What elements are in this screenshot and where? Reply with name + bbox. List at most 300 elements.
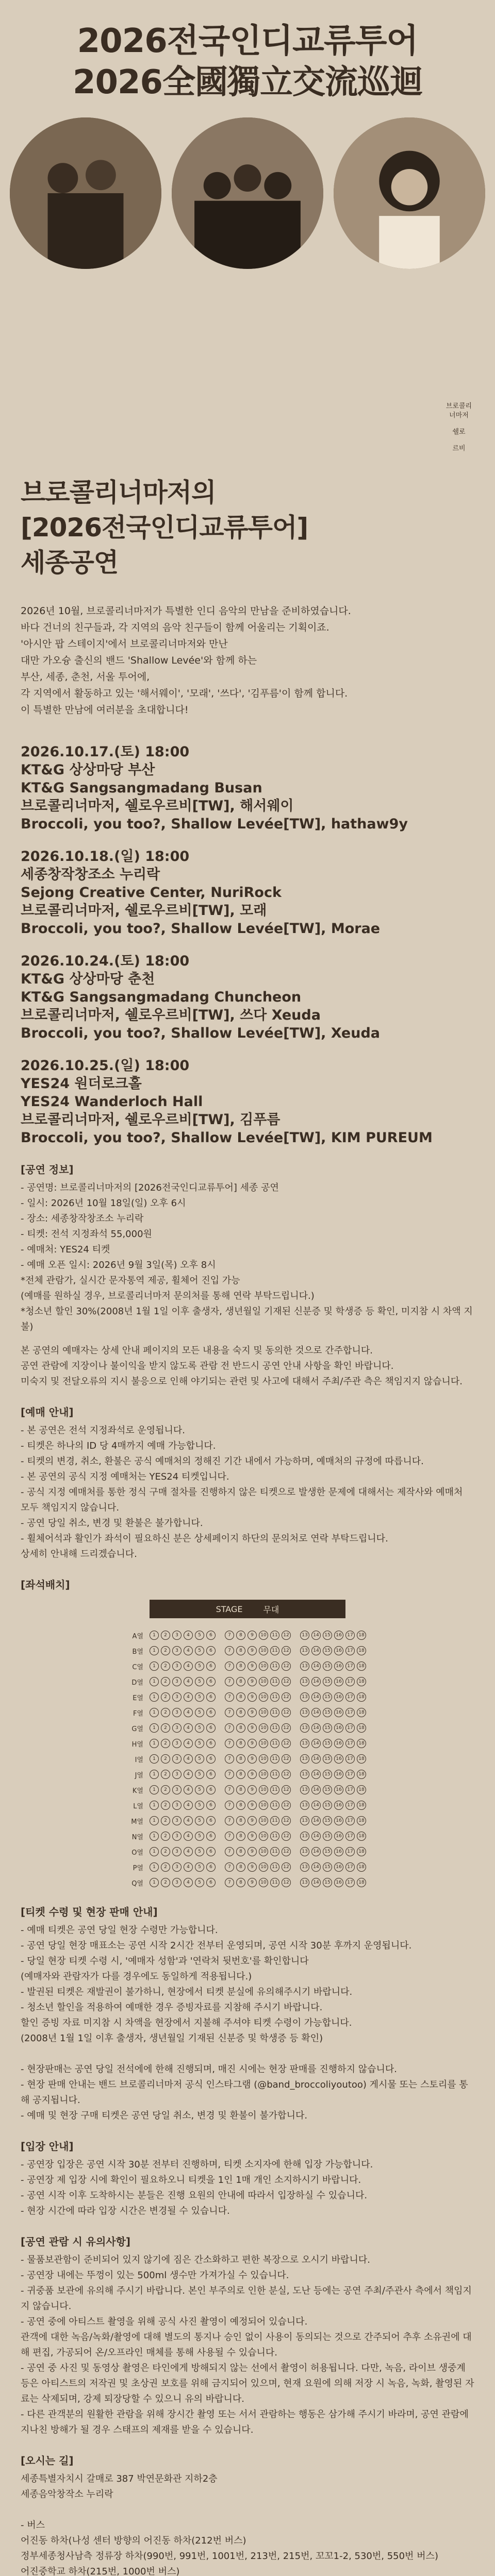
seat: 5	[195, 1770, 204, 1779]
seat: 15	[323, 1739, 332, 1748]
show-lineup: 브로콜리너마저, 쉘로우르비[TW], 김푸름	[21, 1112, 280, 1128]
seat: 1	[150, 1677, 159, 1686]
seat: 15	[323, 1832, 332, 1841]
seat: 11	[270, 1631, 279, 1640]
seat: 2	[161, 1739, 170, 1748]
seat: 18	[357, 1723, 366, 1733]
seat: 4	[184, 1801, 193, 1810]
seat-row	[41, 1783, 454, 1797]
seat: 2	[161, 1878, 170, 1887]
seat: 9	[248, 1692, 257, 1702]
seat: 7	[225, 1801, 234, 1810]
seat: 4	[184, 1646, 193, 1655]
seat-row	[41, 1629, 454, 1642]
seat: 15	[323, 1662, 332, 1671]
seat: 14	[311, 1631, 321, 1640]
seat: 16	[334, 1801, 343, 1810]
seat: 10	[259, 1631, 268, 1640]
reserve-line: 상세히 안내해 드리겠습니다.	[21, 1549, 137, 1560]
seat: 7	[225, 1832, 234, 1841]
seat: 6	[206, 1785, 216, 1794]
artist-photo-right	[334, 117, 485, 269]
seat: 10	[259, 1770, 268, 1779]
seat: 1	[150, 1801, 159, 1810]
artist-photo-left	[10, 117, 161, 269]
seat: 17	[345, 1832, 355, 1841]
seat-row	[41, 1737, 454, 1750]
seat: 2	[161, 1785, 170, 1794]
seat: 10	[259, 1847, 268, 1856]
seat: 13	[300, 1847, 309, 1856]
seat: 11	[270, 1878, 279, 1887]
seat: 16	[334, 1847, 343, 1856]
stage-sub: 무대	[263, 1604, 279, 1615]
show-lineup: 브로콜리너마저, 쉘로우르비[TW], 해서웨이	[21, 798, 294, 814]
seat-row	[41, 1644, 454, 1657]
seat: 9	[248, 1662, 257, 1671]
seat: 7	[225, 1662, 234, 1671]
seat: 7	[225, 1692, 234, 1702]
seat-row-label: H열	[131, 1740, 143, 1749]
seat: 15	[323, 1754, 332, 1764]
seat: 9	[248, 1785, 257, 1794]
reserve-line: - 공식 지정 예매처를 통한 정식 구매 절차를 진행하지 않은 티켓으로 발생한 문제에 대해서는 제작사와 예매처 모두 책임지지 않습니다.	[21, 1487, 463, 1513]
seat: 18	[357, 1847, 366, 1856]
seat-row-label: Q열	[131, 1879, 143, 1888]
schedule	[0, 743, 495, 1147]
seat: 18	[357, 1708, 366, 1717]
seat: 4	[184, 1816, 193, 1825]
seat: 7	[225, 1708, 234, 1717]
seat: 13	[300, 1692, 309, 1702]
info-line: - 티켓: 전석 지정좌석 55,000원	[21, 1229, 152, 1240]
seat: 14	[311, 1723, 321, 1733]
seat: 6	[206, 1662, 216, 1671]
seat: 12	[282, 1739, 291, 1748]
seat: 17	[345, 1692, 355, 1702]
reserve-line: - 휠체어석과 활인가 좌석이 필요하신 분은 상세페이지 하단의 문의처로 연락 부탁드립니다.	[21, 1533, 388, 1544]
seat: 18	[357, 1878, 366, 1887]
directions-line: - 버스	[21, 2520, 45, 2531]
seat: 1	[150, 1631, 159, 1640]
seat: 13	[300, 1708, 309, 1717]
seat: 18	[357, 1832, 366, 1841]
caution-line: - 다른 관객분의 원활한 관람을 위해 장시간 촬영 또는 서서 관람하는 행동은 삼가해 주시기 바라며, 공연 관람에 지나친 방해가 될 경우 스태프의 제재를 받을 수 있습니다.	[21, 2409, 469, 2435]
seat: 11	[270, 1662, 279, 1671]
seat: 10	[259, 1862, 268, 1872]
seat: 8	[236, 1677, 245, 1686]
seat: 14	[311, 1785, 321, 1794]
seat: 8	[236, 1770, 245, 1779]
seat: 1	[150, 1770, 159, 1779]
seat: 6	[206, 1754, 216, 1764]
seat: 16	[334, 1631, 343, 1640]
seat: 6	[206, 1847, 216, 1856]
seat: 6	[206, 1708, 216, 1717]
ticket-line: - 당일 현장 티켓 수령 시, '예매자 성함'과 '연락처 뒷번호'를 확인합니다	[21, 1956, 309, 1967]
seat: 2	[161, 1847, 170, 1856]
seat: 10	[259, 1801, 268, 1810]
show-lineup-en: Broccoli, you too?, Shallow Levée[TW], Xeuda	[21, 1025, 381, 1041]
seat: 17	[345, 1878, 355, 1887]
seat: 16	[334, 1785, 343, 1794]
seat: 3	[172, 1816, 182, 1825]
seat: 1	[150, 1662, 159, 1671]
seat: 13	[300, 1770, 309, 1779]
seat-row-label: E열	[133, 1694, 143, 1702]
seat: 3	[172, 1646, 182, 1655]
seat: 9	[248, 1677, 257, 1686]
seat: 2	[161, 1816, 170, 1825]
seat: 16	[334, 1832, 343, 1841]
seat: 9	[248, 1708, 257, 1717]
seat: 10	[259, 1754, 268, 1764]
ticket-heading: [티켓 수령 및 현장 판매 안내]	[21, 1906, 158, 1918]
seat: 17	[345, 1723, 355, 1733]
seat: 16	[334, 1739, 343, 1748]
seat: 16	[334, 1723, 343, 1733]
seat: 12	[282, 1723, 291, 1733]
directions-line: 어진동 하차(나성 센터 방향의 어진동 하차(212번 버스)	[21, 2535, 246, 2546]
seat: 9	[248, 1754, 257, 1764]
seat: 5	[195, 1723, 204, 1733]
seat: 7	[225, 1847, 234, 1856]
seat: 8	[236, 1692, 245, 1702]
info-list	[21, 1180, 474, 1335]
seat-map	[41, 1600, 454, 1889]
seat: 11	[270, 1801, 279, 1810]
show-lineup: 브로콜리너마저, 쉘로우르비[TW], 쓰다 Xeuda	[21, 1007, 321, 1023]
intro-line: 대만 가오슝 출신의 밴드 'Shallow Levée'와 함께 하는	[21, 655, 257, 666]
seat: 11	[270, 1816, 279, 1825]
seat: 16	[334, 1862, 343, 1872]
seat: 11	[270, 1785, 279, 1794]
seat: 17	[345, 1677, 355, 1686]
seat: 13	[300, 1862, 309, 1872]
seat: 6	[206, 1739, 216, 1748]
seat: 10	[259, 1739, 268, 1748]
seat: 4	[184, 1662, 193, 1671]
seat: 8	[236, 1708, 245, 1717]
ticket-line: 할인 증빙 자료 미지참 시 차액을 현장에서 지불해 주셔야 티켓 수령이 가능합니다.	[21, 2018, 352, 2028]
seat: 12	[282, 1692, 291, 1702]
seat: 8	[236, 1662, 245, 1671]
seat-row-label: O열	[131, 1849, 143, 1857]
seat: 17	[345, 1662, 355, 1671]
seat: 17	[345, 1801, 355, 1810]
seat: 2	[161, 1862, 170, 1872]
seat: 17	[345, 1816, 355, 1825]
seat: 5	[195, 1646, 204, 1655]
seat: 3	[172, 1662, 182, 1671]
seat: 2	[161, 1708, 170, 1717]
show-busan	[21, 743, 474, 833]
seat-rows	[41, 1629, 454, 1889]
seat: 6	[206, 1878, 216, 1887]
seat: 18	[357, 1646, 366, 1655]
seat: 7	[225, 1677, 234, 1686]
seat: 12	[282, 1677, 291, 1686]
hero-title-line1: 2026전국인디교류투어	[77, 22, 418, 60]
seat: 17	[345, 1739, 355, 1748]
seat: 7	[225, 1785, 234, 1794]
seat-row	[41, 1690, 454, 1704]
seat: 3	[172, 1832, 182, 1841]
seat: 4	[184, 1754, 193, 1764]
seat-row	[41, 1752, 454, 1766]
reserve-line: - 공연 당일 취소, 변경 및 환불은 불가합니다.	[21, 1518, 203, 1529]
seat: 2	[161, 1646, 170, 1655]
seat: 14	[311, 1878, 321, 1887]
seat: 11	[270, 1832, 279, 1841]
seat: 13	[300, 1723, 309, 1733]
seat: 12	[282, 1754, 291, 1764]
seat: 3	[172, 1785, 182, 1794]
seat: 10	[259, 1878, 268, 1887]
info-line: - 예매처: YES24 티켓	[21, 1244, 110, 1255]
seat-row	[41, 1814, 454, 1827]
seat: 9	[248, 1770, 257, 1779]
seat: 7	[225, 1739, 234, 1748]
seat: 1	[150, 1785, 159, 1794]
seat: 18	[357, 1677, 366, 1686]
seat: 1	[150, 1862, 159, 1872]
seat: 8	[236, 1847, 245, 1856]
caution-line: - 공연 중 사진 및 동영상 촬영은 타인에게 방해되지 않는 선에서 촬영이 허용됩니다. 다만, 녹음, 라이브 생중계 등은 아티스트의 저작권 및 초상권 보호를 위해 금지되어 있으며, 현재 요원에 의해 저장 시 녹음, 녹화, 촬영된 자료는 삭제되며, 강제 퇴장당할 수 있으니 유의 바랍니다.	[21, 2363, 474, 2404]
seat: 2	[161, 1801, 170, 1810]
seat: 3	[172, 1708, 182, 1717]
seat: 6	[206, 1631, 216, 1640]
seat: 4	[184, 1832, 193, 1841]
seat: 10	[259, 1785, 268, 1794]
caution-line: - 귀중품 보관에 유의해 주시기 바랍니다. 본인 부주의로 인한 분실, 도난 등에는 공연 주최/주관사 측에서 책임지지 않습니다.	[21, 2285, 472, 2312]
seat: 18	[357, 1816, 366, 1825]
seat: 16	[334, 1677, 343, 1686]
seat: 16	[334, 1816, 343, 1825]
seat: 12	[282, 1832, 291, 1841]
directions-line	[21, 2502, 474, 2518]
seat: 12	[282, 1785, 291, 1794]
show-date: 2026.10.17.(토) 18:00	[21, 744, 190, 760]
seat: 5	[195, 1677, 204, 1686]
seat: 7	[225, 1862, 234, 1872]
seat-row	[41, 1721, 454, 1735]
seat: 15	[323, 1785, 332, 1794]
seat: 9	[248, 1878, 257, 1887]
seat: 18	[357, 1862, 366, 1872]
seat: 11	[270, 1862, 279, 1872]
show-venue-en: KT&G Sangsangmadang Chuncheon	[21, 989, 302, 1005]
seat: 1	[150, 1739, 159, 1748]
seat: 14	[311, 1847, 321, 1856]
seat: 8	[236, 1801, 245, 1810]
reserve-line: - 본 공연의 공식 지정 예매처는 YES24 티켓입니다.	[21, 1471, 229, 1482]
seat: 9	[248, 1862, 257, 1872]
seat: 17	[345, 1785, 355, 1794]
seat: 10	[259, 1692, 268, 1702]
seat: 11	[270, 1847, 279, 1856]
artist-photos	[0, 117, 495, 269]
seat: 11	[270, 1677, 279, 1686]
info-line: - 장소: 세종창작창조소 누리락	[21, 1213, 144, 1224]
title-line2: [2026전국인디교류투어]	[21, 513, 308, 543]
info-line: *전체 관람가, 실시간 문자통역 제공, 휠체어 진입 가능	[21, 1275, 240, 1286]
seat: 15	[323, 1692, 332, 1702]
seat: 3	[172, 1754, 182, 1764]
seat: 15	[323, 1862, 332, 1872]
artist-photo-center	[172, 117, 323, 269]
seat: 5	[195, 1631, 204, 1640]
seat: 4	[184, 1723, 193, 1733]
seat: 7	[225, 1878, 234, 1887]
entry-line: - 공연장 제 입장 시에 확인이 필요하오니 티켓을 1인 1매 개인 소지하시기 바랍니다.	[21, 2175, 361, 2185]
notice-line: 공연 관람에 지장이나 불이익을 받지 않도록 관람 전 반드시 공연 안내 사항을 확인 바랍니다.	[21, 1361, 394, 1371]
seat: 12	[282, 1708, 291, 1717]
seat: 9	[248, 1847, 257, 1856]
seat-row	[41, 1675, 454, 1688]
seat: 12	[282, 1801, 291, 1810]
seat: 14	[311, 1662, 321, 1671]
seat: 9	[248, 1816, 257, 1825]
directions-line: 세종특별자치시 갈매로 387 박연문화관 지하2층	[21, 2473, 218, 2484]
seat: 17	[345, 1770, 355, 1779]
seat: 4	[184, 1878, 193, 1887]
seat: 1	[150, 1816, 159, 1825]
info-line: (예매를 원하실 경우, 브로콜리너마저 문의처를 통해 연락 부탁드립니다.)	[21, 1291, 315, 1301]
seat: 3	[172, 1631, 182, 1640]
ticket-line: (예매자와 관람자가 다를 경우에도 동일하게 적용됩니다.)	[21, 1971, 252, 1982]
seat-row	[41, 1799, 454, 1812]
seat: 9	[248, 1631, 257, 1640]
show-lineup-en: Broccoli, you too?, Shallow Levée[TW], Morae	[21, 921, 381, 937]
seat: 11	[270, 1770, 279, 1779]
side-credit-1: 브로콜리너마저	[446, 402, 472, 419]
seat: 17	[345, 1631, 355, 1640]
seat: 2	[161, 1832, 170, 1841]
seat: 2	[161, 1754, 170, 1764]
seat: 14	[311, 1754, 321, 1764]
show-venue: YES24 원더로크홀	[21, 1076, 142, 1092]
seat: 12	[282, 1862, 291, 1872]
seat: 15	[323, 1801, 332, 1810]
seat: 3	[172, 1723, 182, 1733]
intro-line: 각 지역에서 활동하고 있는 '해서웨이', '모래', '쓰다', '김푸름'이 함께 합니다.	[21, 688, 348, 699]
seat-row-label: C열	[132, 1663, 143, 1671]
seat: 4	[184, 1708, 193, 1717]
show-venue: 세종창작창조소 누리락	[21, 867, 160, 883]
seat: 8	[236, 1631, 245, 1640]
notice-list	[21, 1343, 474, 1389]
seat: 4	[184, 1862, 193, 1872]
seat: 14	[311, 1862, 321, 1872]
seat: 10	[259, 1677, 268, 1686]
seat: 9	[248, 1723, 257, 1733]
show-lineup: 브로콜리너마저, 쉘로우르비[TW], 모래	[21, 903, 267, 919]
stage	[150, 1600, 345, 1618]
caution-list	[21, 2252, 474, 2438]
seat: 8	[236, 1785, 245, 1794]
seat: 1	[150, 1847, 159, 1856]
title-line3: 세종공연	[21, 548, 119, 578]
seat-row-label: L열	[133, 1802, 143, 1810]
ticket-line	[21, 2046, 474, 2062]
seat: 5	[195, 1739, 204, 1748]
seat: 2	[161, 1770, 170, 1779]
seat: 13	[300, 1816, 309, 1825]
show-date: 2026.10.25.(일) 18:00	[21, 1058, 190, 1074]
seat: 12	[282, 1631, 291, 1640]
seat: 11	[270, 1692, 279, 1702]
seat: 6	[206, 1723, 216, 1733]
seat-row-label: I열	[135, 1756, 143, 1764]
show-venue-en: Sejong Creative Center, NuriRock	[21, 885, 282, 901]
reserve-list	[21, 1423, 474, 1562]
seat: 5	[195, 1862, 204, 1872]
show-sejong	[21, 848, 474, 938]
show-venue-en: KT&G Sangsangmadang Busan	[21, 780, 262, 796]
seat: 14	[311, 1708, 321, 1717]
seat: 9	[248, 1739, 257, 1748]
seat: 6	[206, 1816, 216, 1825]
show-venue-en: YES24 Wanderloch Hall	[21, 1094, 203, 1110]
caution-line: - 공연 중에 아티스트 촬영을 위해 공식 사진 촬영이 예정되어 있습니다.	[21, 2316, 308, 2327]
seat: 6	[206, 1646, 216, 1655]
seat: 5	[195, 1832, 204, 1841]
ticket-line: - 예매 티켓은 공연 당일 현장 수령만 가능합니다.	[21, 1925, 218, 1936]
seat: 12	[282, 1878, 291, 1887]
show-chuncheon	[21, 952, 474, 1042]
title-line1: 브로콜리너마저의	[21, 478, 216, 507]
ticket-line: - 현장 판매 안내는 밴드 브로콜리너마저 공식 인스타그램 (@band_broccoliyoutoo) 게시물 또는 스토리를 통해 공지됩니다.	[21, 2079, 468, 2106]
seat: 2	[161, 1723, 170, 1733]
seat: 14	[311, 1692, 321, 1702]
seat: 2	[161, 1631, 170, 1640]
ticket-line: (2008년 1월 1일 이후 출생자, 생년월일 기재된 신분증 및 학생증 등 확인)	[21, 2033, 323, 2044]
seat-row-label: D열	[131, 1679, 143, 1687]
seat-row-label: F열	[133, 1709, 143, 1718]
seat: 13	[300, 1662, 309, 1671]
seat-row-label: M열	[131, 1818, 143, 1826]
intro-line: 부산, 세종, 춘천, 서울 투어에,	[21, 671, 150, 683]
seat: 12	[282, 1770, 291, 1779]
seat: 15	[323, 1723, 332, 1733]
seat: 17	[345, 1862, 355, 1872]
ticket-line: - 발권된 티켓은 재발권이 불가하니, 현장에서 티켓 분실에 유의해주시기 바랍니다.	[21, 1987, 353, 1997]
caution-line: 관객에 대한 녹음/녹화/촬영에 대해 별도의 통지나 승인 없이 사용이 동의되는 것으로 간주되어 추후 소유권에 대해 편집, 가공되어 온/오프라인 매체를 통해 사용될 수 있습니다.	[21, 2332, 472, 2358]
seat-row-label: J열	[135, 1771, 143, 1780]
seat: 16	[334, 1770, 343, 1779]
info-section	[0, 1161, 495, 2576]
seat: 10	[259, 1816, 268, 1825]
seat: 5	[195, 1754, 204, 1764]
seat: 14	[311, 1801, 321, 1810]
seat: 13	[300, 1631, 309, 1640]
seat-row-label: K열	[132, 1787, 143, 1795]
seat: 18	[357, 1785, 366, 1794]
ticket-line: - 현장판매는 공연 당일 전석에에 한해 진행되며, 매진 시에는 현장 판매를 진행하지 않습니다.	[21, 2064, 397, 2075]
seat: 15	[323, 1646, 332, 1655]
seat: 17	[345, 1754, 355, 1764]
entry-heading: [입장 안내]	[21, 2140, 74, 2153]
seat: 18	[357, 1770, 366, 1779]
seat: 13	[300, 1677, 309, 1686]
reserve-line: - 티켓은 하나의 ID 당 4매까지 예매 가능합니다.	[21, 1440, 216, 1451]
seat: 14	[311, 1677, 321, 1686]
seat: 11	[270, 1646, 279, 1655]
seat: 7	[225, 1723, 234, 1733]
seat: 8	[236, 1816, 245, 1825]
show-venue: KT&G 상상마당 부산	[21, 762, 155, 778]
